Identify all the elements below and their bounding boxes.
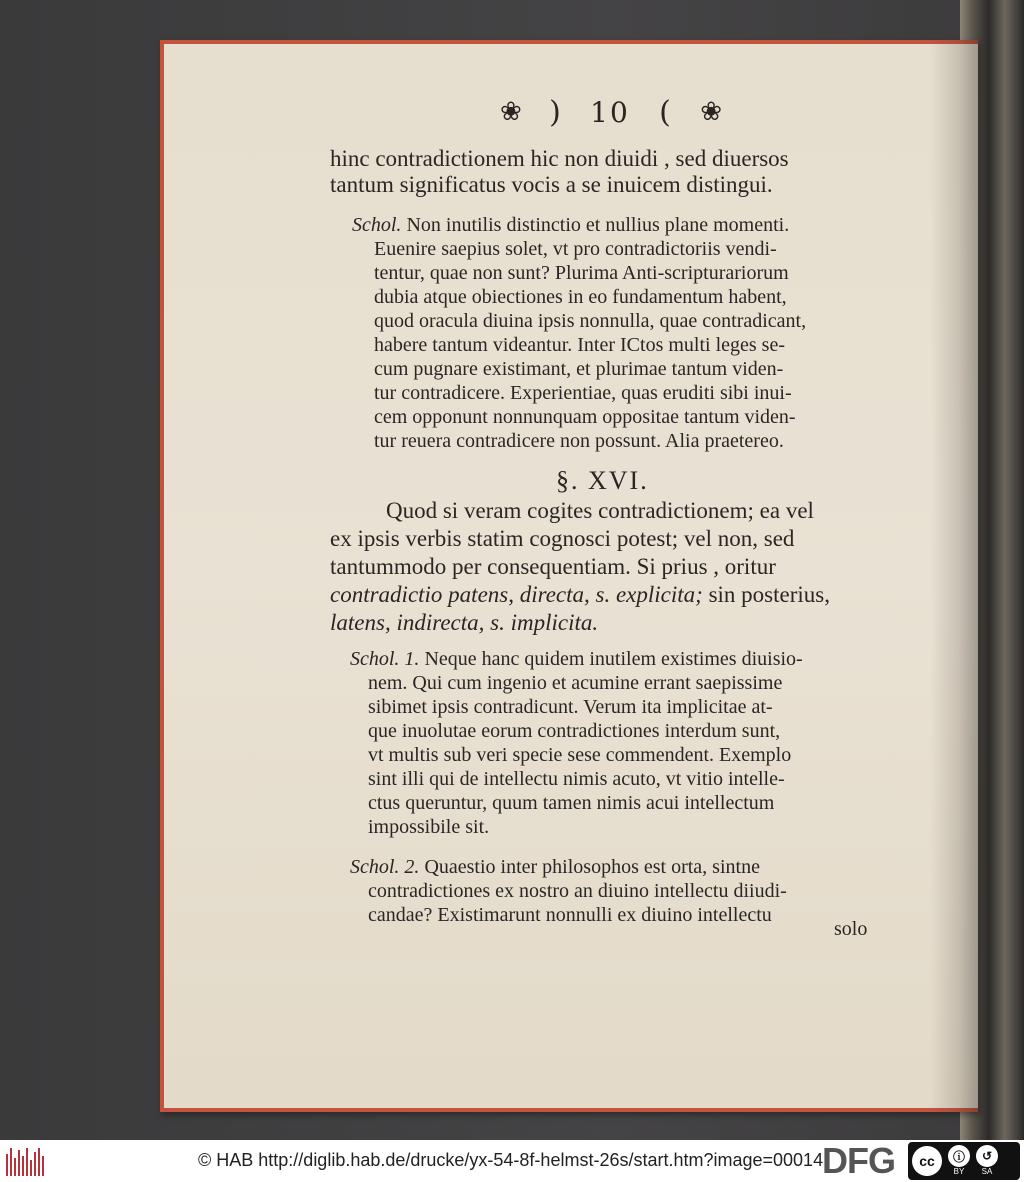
scholium-a-line: quod oracula diuina ipsis nonnulla, quae contradicant,	[374, 310, 807, 332]
scholium-label: Schol. 1.	[350, 648, 420, 670]
creative-commons-badge[interactable]	[908, 1142, 1020, 1180]
intro-line: hinc contradictionem hic non diuidi , sed diuersos	[330, 146, 789, 171]
attribution-icon: ⓘ	[948, 1145, 970, 1167]
scholium-a-line: tur reuera contradicere non possunt. Alia praetereo.	[374, 430, 784, 452]
cc-icon: cc	[912, 1146, 942, 1176]
scholium-a-line: cum pugnare existimant, et plurimae tantum viden-	[374, 358, 784, 380]
running-header	[500, 92, 720, 132]
scholium-a-line: tur contradicere. Experientiae, quas eruditi sibi inui-	[374, 382, 792, 404]
scholium-1-first-line	[350, 648, 803, 671]
scholium-a-line: Euenire saepius solet, vt pro contradictoriis vendi-	[374, 238, 777, 260]
scholium-text: Neque hanc quidem inutilem existimes diuisio-	[424, 648, 803, 670]
footer-bar	[0, 1140, 1024, 1182]
section-italic-term: contradictio patens, directa, s. explicita;	[330, 582, 703, 607]
section-italic-term: latens, indirecta, s. implicita.	[330, 610, 599, 635]
scholium-1-line: vt multis sub veri specie sese commendent. Exemplo	[368, 744, 792, 766]
right-ornament-icon: ❀	[700, 97, 720, 127]
section-line: ex ipsis verbis statim cognosci potest; vel non, sed	[330, 526, 795, 551]
scholium-a-line: cem opponunt nonnunquam oppositae tantum viden-	[374, 406, 796, 428]
scholium-1-line: impossibile sit.	[368, 816, 490, 838]
scholium-a-first-line	[352, 214, 789, 237]
intro-line: tantum significatus vocis a se inuicem distingui.	[330, 172, 773, 197]
scholium-label: Schol.	[352, 214, 402, 236]
scholium-text: Non inutilis distinctio et nullius plane momenti.	[406, 214, 790, 236]
scholium-1-line: sibimet ipsis contradicunt. Verum ita implicitae at-	[368, 696, 773, 718]
section-title: §. XVI.	[556, 466, 649, 495]
scholium-1-line: sint illi qui de intellectu nimis acuto, vt vitio intelle-	[368, 768, 785, 790]
cc-sa	[976, 1145, 998, 1177]
scholium-label: Schol. 2.	[350, 856, 420, 878]
section-line: tantummodo per consequentiam. Si prius , oritur	[330, 554, 776, 579]
section-line	[330, 610, 598, 636]
scholium-text: Quaestio inter philosophos est orta, sintne	[424, 856, 760, 878]
header-open-paren: )	[549, 94, 561, 130]
left-ornament-icon: ❀	[500, 97, 520, 127]
section-line: Quod si veram cogites contradictionem; ea vel	[386, 498, 814, 523]
header-close-paren: (	[659, 94, 671, 130]
cc-by	[948, 1145, 970, 1177]
copyright-url[interactable]: © HAB http://diglib.hab.de/drucke/yx-54-8f-helmst-26s/start.htm?image=00014	[198, 1150, 824, 1170]
page-number: 10	[590, 95, 630, 129]
barcode-icon	[6, 1148, 46, 1176]
dfg-logo: DFG	[822, 1140, 895, 1181]
cc-sa-label: SA	[981, 1167, 993, 1176]
catchword: solo	[834, 918, 868, 940]
scholium-1-line: nem. Qui cum ingenio et acumine errant saepissime	[368, 672, 783, 694]
share-alike-icon: ↺	[976, 1145, 998, 1167]
scholium-1-line: que inuolutae eorum contradictiones interdum sunt,	[368, 720, 781, 742]
scholium-2-first-line	[350, 856, 760, 879]
cc-by-label: BY	[953, 1167, 965, 1176]
scholium-a-line: habere tantum videantur. Inter ICtos multi leges se-	[374, 334, 785, 356]
scholium-a-line: dubia atque obiectiones in eo fundamentum habent,	[374, 286, 787, 308]
scholium-1-line: ctus queruntur, quum tamen nimis acui intellectum	[368, 792, 775, 814]
scholium-a-line: tentur, quae non sunt? Plurima Anti-scripturariorum	[374, 262, 789, 284]
scholium-2-line: candae? Existimarunt nonnulli ex diuino intellectu	[368, 904, 772, 926]
section-line	[330, 582, 830, 608]
scholium-2-line: contradictiones ex nostro an diuino intellectu diiudi-	[368, 880, 787, 902]
section-text: sin posterius,	[702, 582, 830, 607]
